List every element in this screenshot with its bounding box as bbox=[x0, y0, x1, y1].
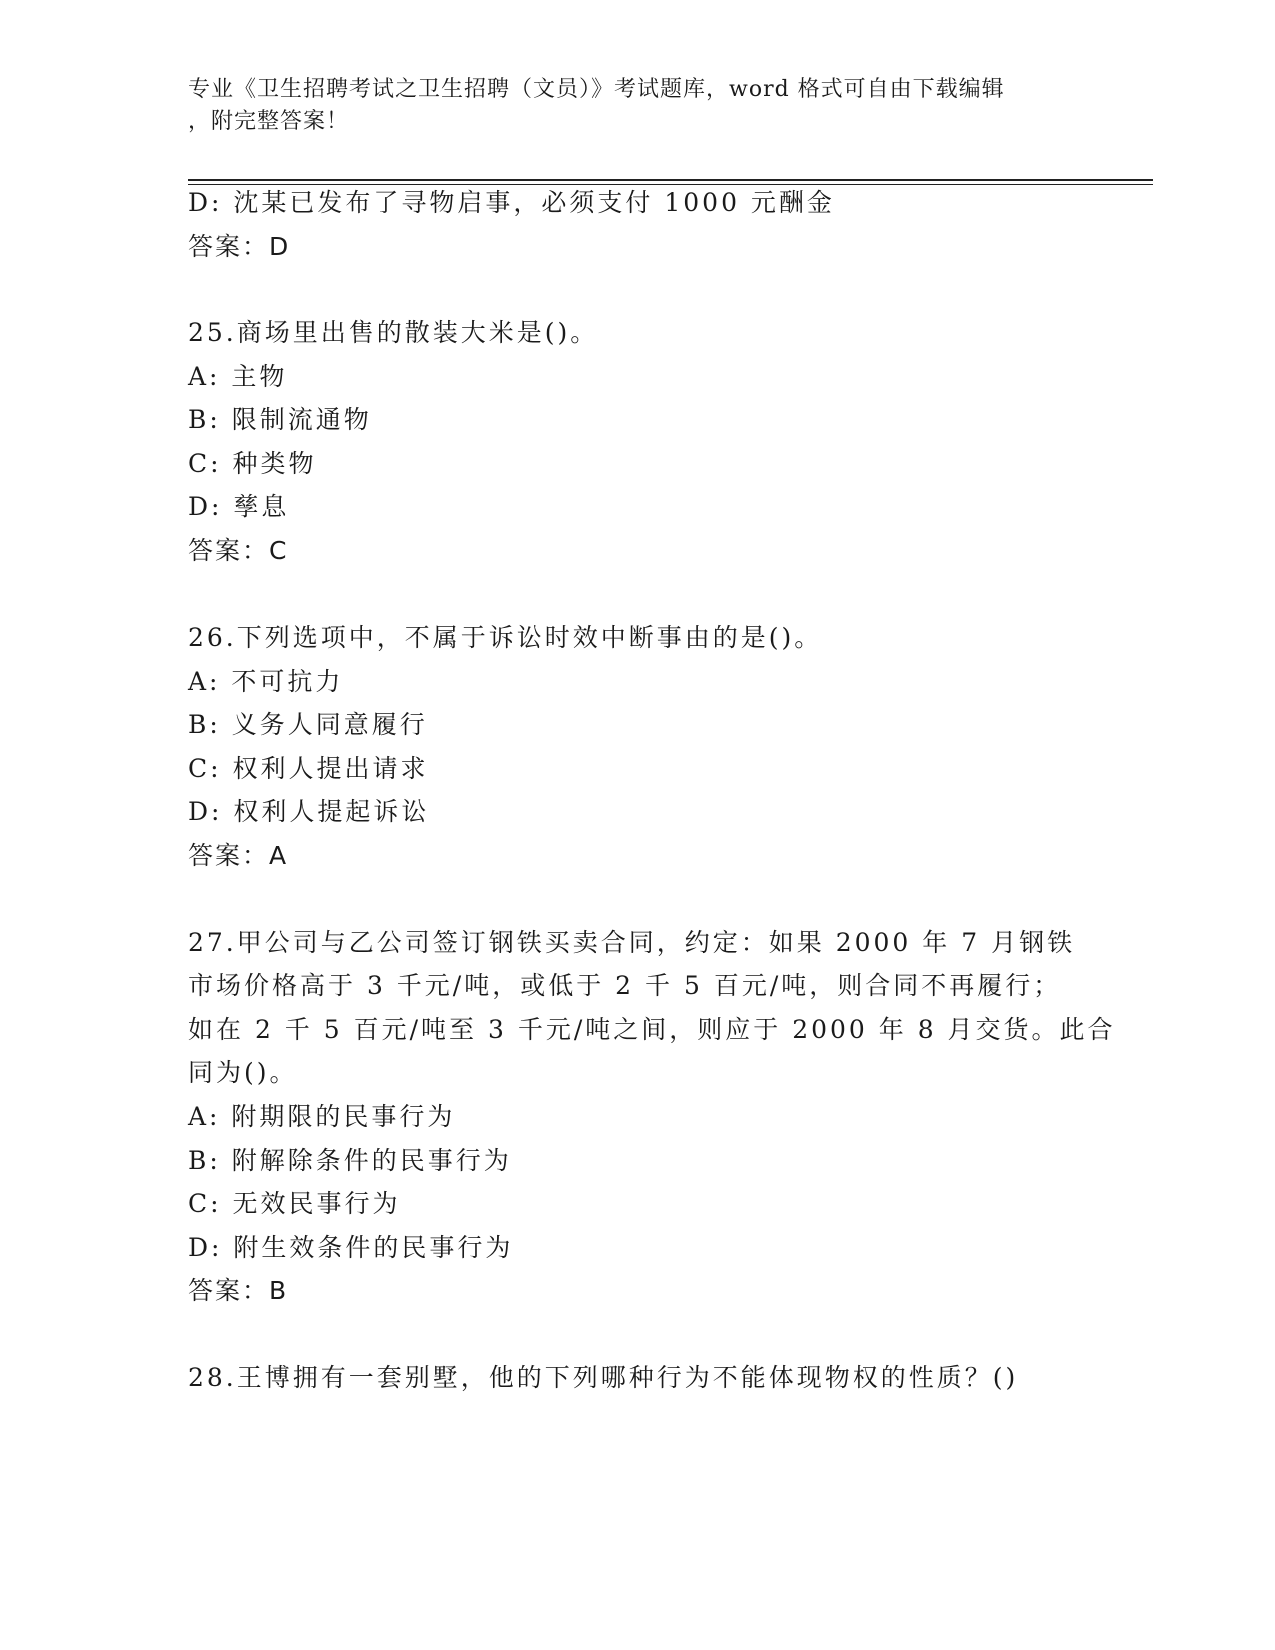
q25-answer: 答案：C bbox=[188, 536, 289, 565]
q25-option-d: D: 孳息 bbox=[188, 492, 290, 521]
q27-question-line-4: 同为()。 bbox=[188, 1058, 298, 1087]
q24-option-d: D: 沈某已发布了寻物启事，必须支付 1000 元酬金 bbox=[188, 188, 835, 217]
q27-question-line-2: 市场价格高于 3 千元/吨，或低于 2 千 5 百元/吨，则合同不再履行； bbox=[188, 971, 1062, 1000]
q25-option-c: C: 种类物 bbox=[188, 449, 317, 478]
q26-option-d: D: 权利人提起诉讼 bbox=[188, 797, 430, 826]
q25-question: 25.商场里出售的散装大米是()。 bbox=[188, 318, 599, 347]
q25-option-a: A: 主物 bbox=[188, 362, 288, 391]
document-header bbox=[188, 74, 1068, 138]
header-divider-thick bbox=[188, 179, 1153, 181]
q26-answer: 答案：A bbox=[188, 841, 289, 870]
q27-option-b: B: 附解除条件的民事行为 bbox=[188, 1146, 512, 1175]
q27-option-a: A: 附期限的民事行为 bbox=[188, 1102, 456, 1131]
q27-question-line-3: 如在 2 千 5 百元/吨至 3 千元/吨之间，则应于 2000 年 8 月交货。此合 bbox=[188, 1015, 1116, 1044]
q24-answer: 答案：D bbox=[188, 232, 291, 261]
q27-option-d: D: 附生效条件的民事行为 bbox=[188, 1233, 514, 1262]
q26-option-a: A: 不可抗力 bbox=[188, 667, 344, 696]
header-line-2: ，附完整答案！ bbox=[188, 109, 350, 134]
header-line-1: 专业《卫生招聘考试之卫生招聘（文员）》考试题库，word 格式可自由下载编辑 bbox=[188, 77, 1005, 102]
q26-option-c: C: 权利人提出请求 bbox=[188, 754, 429, 783]
q28-question: 28.王博拥有一套别墅，他的下列哪种行为不能体现物权的性质？() bbox=[188, 1363, 1019, 1392]
q27-option-c: C: 无效民事行为 bbox=[188, 1189, 401, 1218]
header-divider-thin bbox=[188, 184, 1153, 185]
q26-question: 26.下列选项中，不属于诉讼时效中断事由的是()。 bbox=[188, 623, 823, 652]
q25-option-b: B: 限制流通物 bbox=[188, 405, 372, 434]
q27-question-line-1: 27.甲公司与乙公司签订钢铁买卖合同，约定：如果 2000 年 7 月钢铁 bbox=[188, 928, 1076, 957]
q27-answer: 答案：B bbox=[188, 1276, 289, 1305]
q26-option-b: B: 义务人同意履行 bbox=[188, 710, 428, 739]
